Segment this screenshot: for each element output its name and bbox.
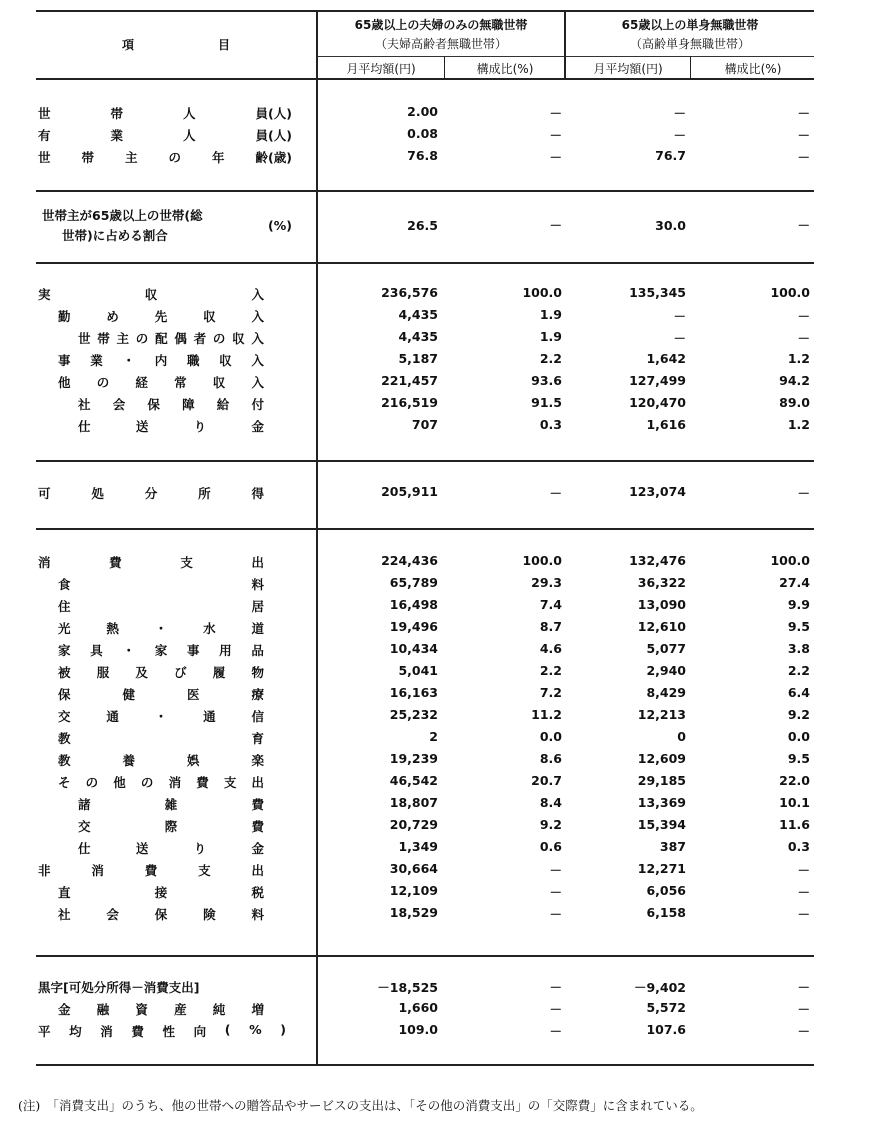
cell-composition-ratio: 100.0	[522, 285, 562, 300]
cell-composition-ratio: －	[797, 1024, 810, 1039]
cell-composition-ratio: －	[797, 885, 810, 900]
cell-composition-ratio: 20.7	[531, 773, 562, 788]
section-divider	[36, 190, 814, 192]
row-label: そ の 他 の 消 費 支 出	[58, 775, 264, 790]
cell-composition-ratio: 8.7	[539, 619, 562, 634]
row-label: 食 料	[58, 577, 264, 592]
cell-monthly-average: －18,525	[377, 980, 438, 995]
cell-monthly-average: 18,529	[389, 905, 438, 920]
cell-monthly-average: 16,498	[389, 597, 438, 612]
cell-composition-ratio: 0.0	[787, 729, 810, 744]
header-group-divider	[318, 56, 814, 57]
table-row	[0, 553, 870, 575]
cell-composition-ratio: 100.0	[770, 285, 810, 300]
row-label: 消 費 支 出	[38, 555, 264, 570]
cell-composition-ratio: 1.2	[787, 351, 810, 366]
ratio-value-ratio: －	[549, 218, 562, 233]
ratio-unit: (%)	[268, 218, 292, 233]
row-label: 光 熱 ・ 水 道	[58, 621, 264, 636]
table-row	[0, 751, 870, 773]
cell-monthly-average: 65,789	[389, 575, 438, 590]
row-label: 仕 送 り 金	[78, 841, 264, 856]
cell-composition-ratio: －	[797, 486, 810, 501]
cell-composition-ratio: 27.4	[779, 575, 810, 590]
cell-monthly-average: 1,616	[646, 417, 686, 432]
cell-composition-ratio: 4.6	[539, 641, 562, 656]
ratio-value-avg: 30.0	[655, 218, 686, 233]
table-row	[0, 795, 870, 817]
column-divider	[444, 56, 445, 78]
cell-monthly-average: 4,435	[398, 307, 438, 322]
cell-monthly-average: 221,457	[381, 373, 438, 388]
table-top-border	[36, 10, 814, 12]
table-row	[0, 126, 870, 148]
table-row	[0, 148, 870, 170]
cell-monthly-average: 20,729	[389, 817, 438, 832]
cell-composition-ratio: －	[797, 980, 810, 995]
cell-composition-ratio: －	[549, 486, 562, 501]
cell-monthly-average: 5,572	[646, 1000, 686, 1015]
table-row	[0, 619, 870, 641]
header-group1-title: 65歳以上の夫婦のみの無職世帯	[354, 18, 528, 32]
cell-composition-ratio: 0.3	[787, 839, 810, 854]
cell-monthly-average: －	[673, 106, 686, 121]
table-row	[0, 707, 870, 729]
table-row	[0, 351, 870, 373]
row-label: 被 服 及 び 履 物	[58, 665, 264, 680]
cell-monthly-average: 1,660	[398, 1000, 438, 1015]
cell-composition-ratio: －	[549, 150, 562, 165]
row-label: 諸 雑 費	[78, 797, 264, 812]
cell-composition-ratio: 9.5	[787, 619, 810, 634]
row-unit: (歳)	[268, 150, 292, 165]
cell-monthly-average: 46,542	[389, 773, 438, 788]
cell-monthly-average: －	[673, 331, 686, 346]
cell-monthly-average: 109.0	[398, 1022, 438, 1037]
cell-monthly-average: 5,041	[398, 663, 438, 678]
ratio-label-line2: 世帯)に占める割合	[62, 228, 168, 243]
cell-composition-ratio: 9.2	[539, 817, 562, 832]
row-unit: (人)	[268, 128, 292, 143]
header-col-ratio: 構成比(%)	[724, 62, 782, 76]
cell-composition-ratio: －	[797, 331, 810, 346]
cell-composition-ratio: 9.9	[787, 597, 810, 612]
cell-composition-ratio: －	[797, 863, 810, 878]
cell-monthly-average: 0	[677, 729, 686, 744]
table-row	[0, 641, 870, 663]
row-label: 可 処 分 所 得	[38, 486, 264, 501]
cell-monthly-average: 107.6	[646, 1022, 686, 1037]
row-label: 社 会 保 障 給 付	[78, 397, 264, 412]
cell-monthly-average: 6,158	[646, 905, 686, 920]
cell-monthly-average: 15,394	[637, 817, 686, 832]
cell-monthly-average: 29,185	[637, 773, 686, 788]
row-label: 仕 送 り 金	[78, 419, 264, 434]
table-row	[0, 729, 870, 751]
row-label: 直 接 税	[58, 885, 264, 900]
cell-composition-ratio: 2.2	[787, 663, 810, 678]
cell-composition-ratio: 9.5	[787, 751, 810, 766]
cell-monthly-average: 4,435	[398, 329, 438, 344]
row-label: 実 収 入	[38, 287, 264, 302]
cell-composition-ratio: 9.2	[787, 707, 810, 722]
cell-monthly-average: 8,429	[646, 685, 686, 700]
row-label: 世 帯 主 の 配 偶 者 の 収 入	[78, 331, 264, 346]
cell-composition-ratio: 89.0	[779, 395, 810, 410]
cell-monthly-average: 12,609	[637, 751, 686, 766]
cell-composition-ratio: －	[549, 1002, 562, 1017]
cell-monthly-average: 12,213	[637, 707, 686, 722]
table-row	[0, 883, 870, 905]
table-row	[0, 1000, 870, 1022]
cell-composition-ratio: 100.0	[770, 553, 810, 568]
section-divider	[36, 528, 814, 530]
table-row	[0, 329, 870, 351]
cell-composition-ratio: －	[797, 150, 810, 165]
cell-composition-ratio: －	[797, 309, 810, 324]
cell-monthly-average: 16,163	[389, 685, 438, 700]
row-label: 保 健 医 療	[58, 687, 264, 702]
cell-composition-ratio: 91.5	[531, 395, 562, 410]
cell-monthly-average: －9,402	[633, 980, 686, 995]
cell-composition-ratio: －	[549, 1024, 562, 1039]
row-label: 非 消 費 支 出	[38, 863, 264, 878]
cell-composition-ratio: 0.6	[539, 839, 562, 854]
cell-composition-ratio: 2.2	[539, 663, 562, 678]
cell-composition-ratio: －	[549, 907, 562, 922]
cell-composition-ratio: 10.1	[779, 795, 810, 810]
cell-composition-ratio: 100.0	[522, 553, 562, 568]
row-label: 有 業 人 員	[38, 128, 268, 143]
cell-monthly-average: 18,807	[389, 795, 438, 810]
table-row	[0, 104, 870, 126]
table-row	[0, 484, 870, 506]
cell-monthly-average: 12,109	[389, 883, 438, 898]
row-label: 世 帯 主 の 年 齢	[38, 150, 268, 165]
header-item-label: 項 目	[121, 38, 230, 52]
row-label: 交 通 ・ 通 信	[58, 709, 264, 724]
cell-composition-ratio: 94.2	[779, 373, 810, 388]
cell-monthly-average: 19,239	[389, 751, 438, 766]
cell-composition-ratio: 3.8	[787, 641, 810, 656]
table-row	[0, 373, 870, 395]
cell-composition-ratio: 1.9	[539, 329, 562, 344]
cell-composition-ratio: －	[549, 863, 562, 878]
header-col-ratio: 構成比(%)	[476, 62, 534, 76]
cell-monthly-average: 13,090	[637, 597, 686, 612]
cell-monthly-average: 120,470	[629, 395, 686, 410]
cell-composition-ratio: －	[549, 980, 562, 995]
cell-monthly-average: 2	[429, 729, 438, 744]
cell-monthly-average: 36,322	[637, 575, 686, 590]
cell-monthly-average: 236,576	[381, 285, 438, 300]
cell-composition-ratio: －	[797, 106, 810, 121]
table-row	[0, 685, 870, 707]
row-label: 教 養 娯 楽	[58, 753, 264, 768]
table-row	[0, 307, 870, 329]
header-bottom-border	[36, 78, 814, 80]
cell-composition-ratio: 7.2	[539, 685, 562, 700]
cell-composition-ratio: －	[797, 907, 810, 922]
header-group2-title: 65歳以上の単身無職世帯	[621, 18, 759, 32]
cell-monthly-average: 5,077	[646, 641, 686, 656]
row-label: 黒字[可処分所得－消費支出]	[38, 980, 200, 995]
row-label: 家 具 ・ 家 事 用 品	[58, 643, 264, 658]
cell-monthly-average: 10,434	[389, 641, 438, 656]
cell-monthly-average: －	[673, 309, 686, 324]
row-label: 世 帯 人 員	[38, 106, 268, 121]
row-label: 勤 め 先 収 入	[58, 309, 264, 324]
cell-composition-ratio: 0.3	[539, 417, 562, 432]
row-label: 事 業 ・ 内 職 収 入	[58, 353, 264, 368]
header-col-avg: 月平均額(円)	[346, 62, 416, 76]
cell-composition-ratio: 93.6	[531, 373, 562, 388]
cell-monthly-average: 132,476	[629, 553, 686, 568]
cell-composition-ratio: －	[549, 128, 562, 143]
row-label: 住 居	[58, 599, 264, 614]
table-bottom-border	[36, 1064, 814, 1066]
table-row	[0, 663, 870, 685]
cell-monthly-average: 6,056	[646, 883, 686, 898]
header-group2-subtitle: （高齢単身無職世帯）	[629, 37, 750, 51]
table-row	[0, 861, 870, 883]
row-label: 他 の 経 常 収 入	[58, 375, 264, 390]
header-col-avg: 月平均額(円)	[593, 62, 663, 76]
cell-composition-ratio: 1.2	[787, 417, 810, 432]
cell-monthly-average: 13,369	[637, 795, 686, 810]
cell-monthly-average: －	[673, 128, 686, 143]
cell-monthly-average: 135,345	[629, 285, 686, 300]
cell-monthly-average: 205,911	[381, 484, 438, 499]
table-row	[0, 575, 870, 597]
cell-monthly-average: 387	[659, 839, 686, 854]
cell-monthly-average: 216,519	[381, 395, 438, 410]
cell-monthly-average: 30,664	[389, 861, 438, 876]
cell-composition-ratio: 1.9	[539, 307, 562, 322]
table-row	[0, 839, 870, 861]
cell-monthly-average: 76.8	[407, 148, 438, 163]
column-divider	[690, 56, 691, 78]
cell-composition-ratio: 6.4	[787, 685, 810, 700]
ratio-value-avg: 26.5	[407, 218, 438, 233]
row-label: 交 際 費	[78, 819, 264, 834]
cell-composition-ratio: 7.4	[539, 597, 562, 612]
cell-monthly-average: 707	[411, 417, 438, 432]
table-row	[0, 285, 870, 307]
cell-monthly-average: 123,074	[629, 484, 686, 499]
cell-monthly-average: 224,436	[381, 553, 438, 568]
table-row	[0, 817, 870, 839]
section-divider	[36, 460, 814, 462]
ratio-value-ratio: －	[797, 218, 810, 233]
cell-monthly-average: 1,642	[646, 351, 686, 366]
cell-composition-ratio: 8.4	[539, 795, 562, 810]
table-row	[0, 905, 870, 927]
row-label: 平 均 消 費 性 向 ( % )	[38, 1022, 286, 1039]
cell-monthly-average: 2,940	[646, 663, 686, 678]
cell-monthly-average: 76.7	[655, 148, 686, 163]
row-label: 金 融 資 産 純 増	[58, 1002, 264, 1017]
table-row	[0, 1022, 870, 1044]
cell-composition-ratio: 11.2	[531, 707, 562, 722]
cell-monthly-average: 12,610	[637, 619, 686, 634]
header-group1-subtitle: （夫婦高齢者無職世帯）	[374, 37, 507, 51]
table-row	[0, 773, 870, 795]
cell-composition-ratio: 0.0	[539, 729, 562, 744]
cell-monthly-average: 25,232	[389, 707, 438, 722]
cell-composition-ratio: －	[797, 128, 810, 143]
section-divider	[36, 262, 814, 264]
cell-composition-ratio: －	[549, 106, 562, 121]
cell-monthly-average: 127,499	[629, 373, 686, 388]
cell-composition-ratio: 29.3	[531, 575, 562, 590]
table-row	[0, 417, 870, 439]
row-unit: (人)	[268, 106, 292, 121]
cell-composition-ratio: －	[549, 885, 562, 900]
cell-composition-ratio: 11.6	[779, 817, 810, 832]
cell-monthly-average: 0.08	[407, 126, 438, 141]
cell-monthly-average: 2.00	[407, 104, 438, 119]
section-divider	[36, 955, 814, 957]
cell-monthly-average: 5,187	[398, 351, 438, 366]
cell-composition-ratio: 2.2	[539, 351, 562, 366]
footnote: (注) 「消費支出」のうち、他の世帯への贈答品やサービスの支出は、「その他の消費支出」の「交際費」に含まれている。	[18, 1098, 703, 1113]
table-row	[0, 395, 870, 417]
cell-composition-ratio: 8.6	[539, 751, 562, 766]
cell-composition-ratio: 22.0	[779, 773, 810, 788]
table-row	[0, 597, 870, 619]
cell-composition-ratio: －	[797, 1002, 810, 1017]
table-row	[0, 978, 870, 1000]
cell-monthly-average: 12,271	[637, 861, 686, 876]
cell-monthly-average: 19,496	[389, 619, 438, 634]
cell-monthly-average: 1,349	[398, 839, 438, 854]
row-label: 社 会 保 険 料	[58, 907, 264, 922]
ratio-label-line1: 世帯主が65歳以上の世帯(総	[42, 208, 203, 223]
row-label: 教 育	[58, 731, 264, 746]
